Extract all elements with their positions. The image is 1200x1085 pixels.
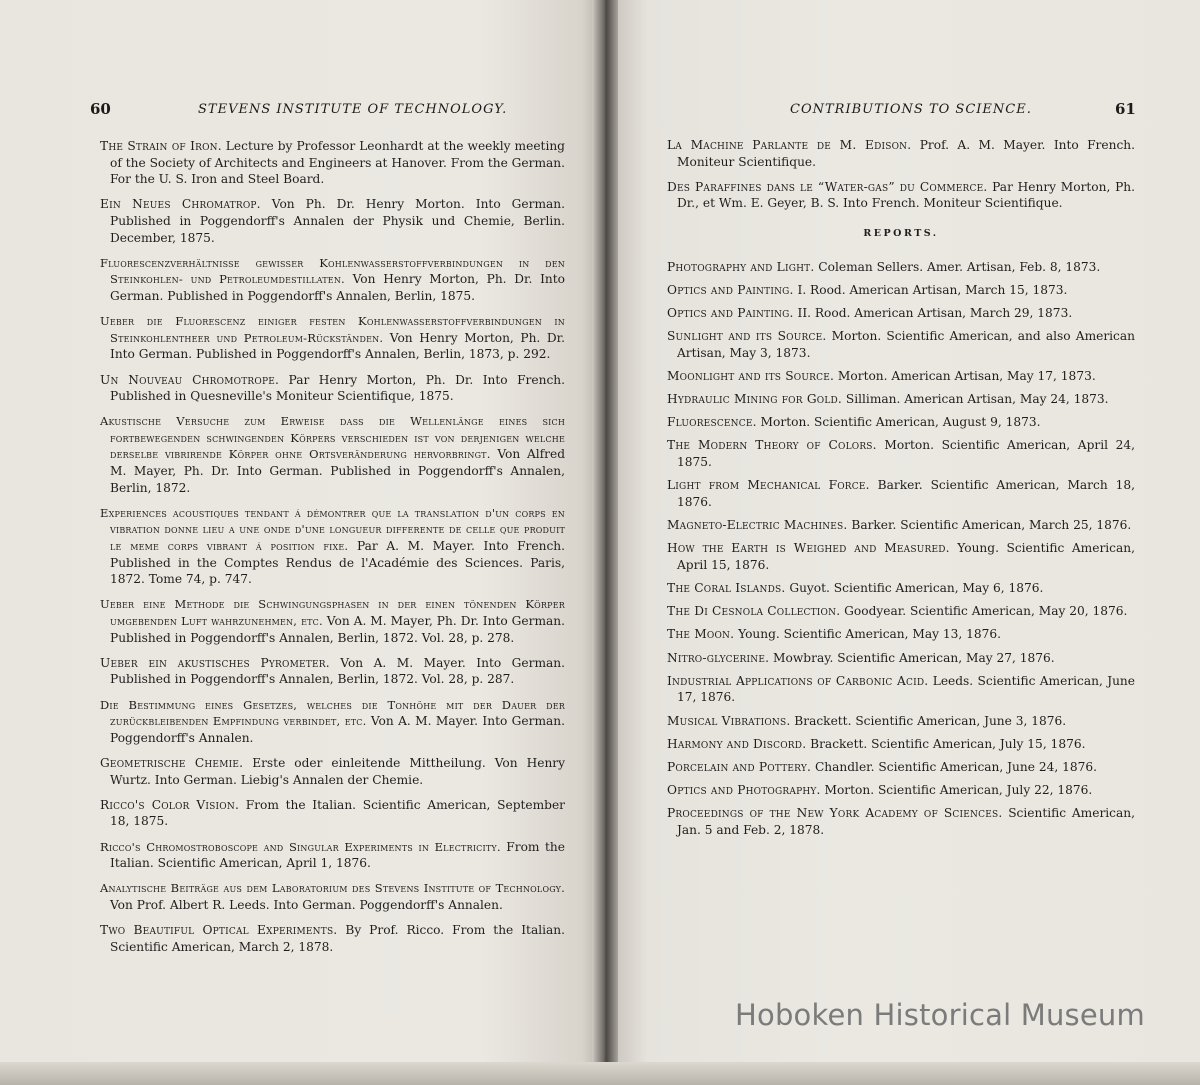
entry-citation: Erste oder einleitende Mittheilung. Von Henry Wurtz. Into German. Liebig's Annalen der Chemie.: [110, 755, 565, 787]
entry-title: The Di Cesnola Collection.: [667, 604, 841, 619]
bibliography-entry: [667, 259, 1135, 276]
bibliography-entry: [100, 596, 565, 646]
entry-citation: Brackett. Scientific American, July 15, 1876.: [806, 736, 1086, 751]
entry-title: Des Paraffines dans le “Water-gas” du Commerce.: [667, 179, 988, 194]
entry-title: Akustische Versuche zum Erweise dass die Wellenlänge eines sich fortbewegenden schwingenden Körpers verschieden ist von derjenigen welche derselbe vibrirende Körper ohne Ortsveränderung hervorbringt.: [100, 414, 565, 462]
bibliography-entry: [100, 755, 565, 788]
museum-watermark: Hoboken Historical Museum: [735, 998, 1145, 1032]
right-top-entries: [667, 137, 1135, 212]
entry-title: Light from Mechanical Force.: [667, 478, 870, 493]
left-entries-list: [100, 138, 565, 964]
left-running-title: STEVENS INSTITUTE OF TECHNOLOGY.: [198, 102, 508, 117]
bibliography-entry: [667, 282, 1135, 299]
book-gutter: [592, 0, 618, 1085]
page-bottom-edge: [0, 1062, 1200, 1085]
entry-citation: Par Henry Morton, Ph. Dr. Into French. Published in Quesneville's Moniteur Scientifique, 1875.: [110, 372, 565, 404]
entry-title: Experiences acoustiques tendant á démontrer que la translation d'un corps en vibration donne lieu a une onde d'une longueur differente de celle que produit le meme corps vibrant á position fixe.: [100, 505, 565, 554]
right-page-number: 61: [1115, 100, 1136, 118]
entry-title: Harmony and Discord.: [667, 736, 807, 751]
right-entries-list: [667, 137, 1135, 845]
entry-title: Fluorescence.: [667, 415, 757, 430]
entry-citation: From the Italian. Scientific American, April 1, 1876.: [110, 839, 565, 871]
entry-citation: Von Alfred M. Mayer, Ph. Dr. Into German. Published in Poggendorff's Annalen, Berlin, 1872.: [110, 447, 565, 495]
entry-citation: Silliman. American Artisan, May 24, 1873.: [842, 392, 1109, 407]
bibliography-entry: [100, 922, 565, 955]
entry-title: The Coral Islands.: [667, 581, 786, 595]
bibliography-entry: [100, 255, 565, 305]
entry-title: Die Bestimmung eines Gesetzes, welches die Tonhöhe mit der Dauer der zurückbleibenden Empfindung verbindet, etc.: [100, 697, 565, 729]
entry-title: Nitro-glycerine.: [667, 650, 770, 665]
entry-citation: Scientific American, Jan. 5 and Feb. 2, 1878.: [677, 806, 1135, 837]
bibliography-entry: [667, 437, 1135, 470]
entry-title: The Strain of Iron.: [100, 139, 222, 153]
entry-citation: Morton. Scientific American, August 9, 1873.: [756, 415, 1041, 430]
entry-citation: Morton. Scientific American, and also American Artisan, May 3, 1873.: [677, 329, 1136, 360]
entry-title: Proceedings of the New York Academy of Sciences.: [667, 806, 1003, 821]
entry-title: Analytische Beiträge aus dem Laboratorium des Stevens Institute of Technology.: [100, 881, 565, 896]
bibliography-entry: [667, 736, 1135, 753]
left-running-head: [0, 100, 600, 122]
bibliography-entry: [667, 650, 1135, 667]
bibliography-entry: [667, 782, 1135, 799]
entry-title: Moonlight and its Source.: [667, 368, 835, 383]
bibliography-entry: [100, 839, 565, 872]
entry-title: Industrial Applications of Carbonic Acid.: [667, 673, 929, 688]
entry-title: Sunlight and its Source.: [667, 329, 827, 344]
bibliography-entry: [667, 517, 1135, 534]
entry-citation: Coleman Sellers. Amer. Artisan, Feb. 8, 1873.: [814, 259, 1101, 274]
entry-citation: Young. Scientific American, April 15, 1876.: [677, 541, 1135, 572]
entry-title: Fluorescenzverhältnisse gewisser Kohlenwasserstoffverbindungen in den Steinkohlen- und Petroleumdestillaten.: [100, 255, 565, 287]
entry-title: Optics and Photography.: [667, 783, 821, 798]
bibliography-entry: [100, 313, 565, 363]
entry-citation: I. Rood. American Artisan, March 15, 1873.: [793, 282, 1068, 297]
bibliography-entry: [667, 328, 1135, 361]
bibliography-entry: [667, 603, 1135, 620]
entry-citation: Lecture by Professor Leonhardt at the weekly meeting of the Society of Architects and Engineers at Hanover. From the German. For the U. S. Iron and Steel Board.: [110, 139, 565, 187]
entry-citation: Von A. M. Mayer. Into German. Poggendorff's Annalen.: [110, 714, 565, 745]
entry-title: The Modern Theory of Colors.: [667, 438, 877, 453]
bibliography-entry: [667, 540, 1135, 573]
bibliography-entry: [100, 413, 565, 496]
bibliography-entry: [667, 713, 1135, 730]
entry-title: Ueber eine Methode die Schwingungsphasen in der einen tönenden Körper umgebenden Luft wahrzunehmen, etc.: [100, 597, 565, 628]
bibliography-entry: [667, 137, 1135, 170]
entry-citation: Prof. A. M. Mayer. Into French. Moniteur Scientifique.: [677, 138, 1135, 169]
entry-title: Ueber ein akustisches Pyrometer.: [100, 655, 330, 670]
entry-title: Optics and Painting.: [667, 305, 794, 320]
entry-citation: Morton. American Artisan, May 17, 1873.: [834, 368, 1096, 383]
entry-citation: By Prof. Ricco. From the Italian. Scientific American, March 2, 1878.: [110, 923, 565, 954]
bibliography-entry: [667, 391, 1135, 408]
bibliography-entry: [667, 626, 1135, 643]
entry-citation: Guyot. Scientific American, May 6, 1876.: [785, 581, 1044, 595]
entry-citation: Mowbray. Scientific American, May 27, 1876.: [769, 650, 1055, 665]
entry-title: How the Earth is Weighed and Measured.: [667, 541, 950, 556]
bibliography-entry: [100, 505, 565, 588]
bibliography-entry: [667, 368, 1135, 385]
entry-title: Porcelain and Pottery.: [667, 759, 812, 774]
reports-list: [667, 259, 1135, 839]
entry-citation: Barker. Scientific American, March 18, 1876.: [677, 478, 1136, 509]
entry-citation: From the Italian. Scientific American, September 18, 1875.: [110, 797, 566, 829]
entry-title: Musical Vibrations.: [667, 713, 791, 728]
entry-citation: Von Henry Morton, Ph. Dr. Into German. Published in Poggendorff's Annalen, Berlin, 1873, p. 292.: [110, 330, 565, 362]
entry-citation: Von Henry Morton, Ph. Dr. Into German. Published in Poggendorff's Annalen, Berlin, 1875.: [110, 272, 565, 303]
bibliography-entry: [667, 580, 1135, 597]
bibliography-entry: [667, 305, 1135, 322]
entry-citation: Par A. M. Mayer. Into French. Published in the Comptes Rendus de l'Académie des Sciences. Paris, 1872. Tome 74, p. 747.: [110, 539, 565, 587]
entry-citation: Chandler. Scientific American, June 24, 1876.: [811, 759, 1097, 774]
entry-title: Ricco's Chromostroboscope and Singular Experiments in Electricity.: [100, 839, 501, 854]
entry-citation: Von A. M. Mayer, Ph. Dr. Into German. Published in Poggendorff's Annalen, Berlin, 1872. Vol. 28, p. 278.: [110, 614, 565, 645]
right-page: [600, 0, 1200, 1085]
entry-title: Magneto-Electric Machines.: [667, 518, 848, 533]
bibliography-entry: [100, 372, 565, 405]
bibliography-entry: [100, 655, 565, 688]
entry-title: Hydraulic Mining for Gold.: [667, 392, 842, 407]
bibliography-entry: [100, 797, 565, 830]
bibliography-entry: [100, 880, 565, 913]
entry-title: Two Beautiful Optical Experiments.: [100, 923, 338, 938]
entry-citation: Von A. M. Mayer. Into German. Published in Poggendorff's Annalen, Berlin, 1872. Vol. 28, p. 287.: [110, 655, 565, 687]
bibliography-entry: [667, 179, 1135, 212]
entry-citation: Young. Scientific American, May 13, 1876.: [734, 627, 1002, 642]
entry-citation: Leeds. Scientific American, June 17, 1876.: [677, 673, 1135, 705]
entry-citation: Goodyear. Scientific American, May 20, 1876.: [840, 604, 1128, 619]
bibliography-entry: [100, 697, 565, 747]
entry-citation: Von Prof. Albert R. Leeds. Into German. Poggendorff's Annalen.: [110, 897, 503, 912]
right-running-head: [600, 100, 1200, 122]
entry-citation: Par Henry Morton, Ph. Dr., et Wm. E. Geyer, B. S. Into French. Moniteur Scientifique.: [677, 179, 1135, 211]
entry-title: Ueber die Fluorescenz einiger festen Kohlenwasserstoffverbindungen in Steinkohlentheer und Petroleum-Rückständen.: [100, 314, 565, 345]
entry-citation: Morton. Scientific American, April 24, 1875.: [677, 438, 1135, 470]
entry-citation: Morton. Scientific American, July 22, 1876.: [820, 783, 1093, 798]
reports-heading: REPORTS.: [863, 227, 939, 239]
entry-title: La Machine Parlante de M. Edison.: [667, 138, 912, 152]
entry-title: Ein Neues Chromatrop.: [100, 197, 261, 212]
entry-citation: II. Rood. American Artisan, March 29, 1873.: [793, 305, 1073, 320]
bibliography-entry: [667, 414, 1135, 431]
entry-title: Photography and Light.: [667, 259, 815, 274]
bibliography-entry: [667, 759, 1135, 776]
entry-citation: Barker. Scientific American, March 25, 1876.: [847, 518, 1132, 533]
bibliography-entry: [100, 196, 565, 246]
entry-title: Geometrische Chemie.: [100, 755, 244, 770]
entry-title: Ricco's Color Vision.: [100, 797, 240, 812]
entry-citation: Brackett. Scientific American, June 3, 1876.: [790, 713, 1067, 728]
entry-title: Un Nouveau Chromotrope.: [100, 372, 280, 387]
bibliography-entry: [667, 673, 1135, 706]
right-running-title: CONTRIBUTIONS TO SCIENCE.: [790, 102, 1032, 117]
entry-title: Optics and Painting.: [667, 282, 794, 297]
bibliography-entry: [667, 477, 1135, 510]
bibliography-entry: [667, 805, 1135, 838]
bibliography-entry: [100, 138, 565, 188]
entry-citation: Von Ph. Dr. Henry Morton. Into German. Published in Poggendorff's Annalen der Physik und Chemie, Berlin. December, 1875.: [110, 197, 565, 245]
entry-title: The Moon.: [667, 627, 735, 642]
left-page-number: 60: [90, 100, 111, 118]
